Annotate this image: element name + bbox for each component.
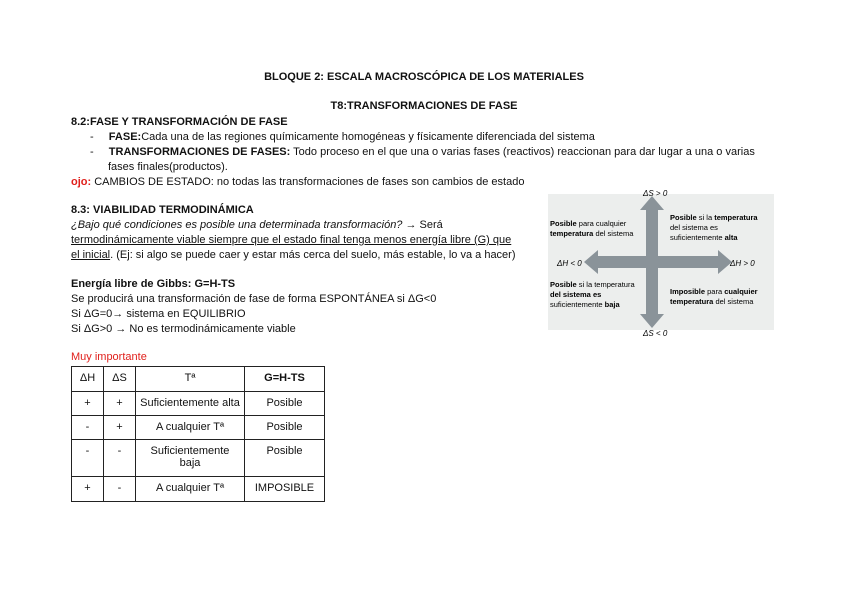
- quadrant-bottom-left-line1: Posible si la temperatura: [550, 280, 635, 289]
- table-cell: Posible: [245, 416, 325, 440]
- transformaciones-term: TRANSFORMACIONES DE FASES:: [108, 146, 291, 158]
- bullet: -: [90, 146, 94, 158]
- fase-term: FASE:: [108, 131, 142, 143]
- axis-label-right: ΔH > 0: [730, 259, 755, 268]
- table-cell: [136, 440, 245, 477]
- block-title: BLOQUE 2: ESCALA MACROSCÓPICA DE LOS MATERIALES: [264, 71, 584, 83]
- axis-label-top: ΔS > 0: [643, 189, 668, 198]
- table-header-row: [72, 367, 325, 392]
- quadrant-top-right-line3: suficientemente alta: [670, 233, 738, 242]
- ojo-label: ojo:: [71, 176, 92, 188]
- fase-item: [90, 131, 595, 143]
- gibbs-line: Si ΔG=0→ sistema en EQUILIBRIO: [71, 308, 246, 320]
- section-83-heading: 8.3: VIABILIDAD TERMODINÁMICA: [71, 204, 254, 216]
- quadrant-bottom-right-line1: Imposible para cualquier: [670, 287, 758, 296]
- table-header-cell: G=H-TS: [245, 367, 325, 392]
- gibbs-quadrant-diagram: [540, 186, 780, 338]
- fase-definition: Cada una de las regiones químicamente homogéneas y físicamente diferenciada del sistema: [141, 131, 595, 143]
- ojo-note: [71, 176, 524, 188]
- table-cell: +: [72, 392, 104, 416]
- table-header-cell: ΔH: [72, 367, 104, 392]
- quadrant-bottom-left-line2: del sistema es: [550, 290, 602, 299]
- quadrant-bottom-left-line3: suficientemente baja: [550, 300, 620, 309]
- table-cell: A cualquier Tª: [136, 477, 245, 502]
- table-cell: +: [104, 392, 136, 416]
- table-cell: -: [104, 477, 136, 502]
- quadrant-top-right-line1: Posible si la temperatura: [670, 213, 758, 222]
- quadrant-top-left-line2: temperatura del sistema: [550, 229, 634, 238]
- bullet: -: [90, 131, 94, 143]
- table-cell: IMPOSIBLE: [245, 477, 325, 502]
- table-cell: Suficientemente alta: [136, 392, 245, 416]
- section-82-heading: 8.2:FASE Y TRANSFORMACIÓN DE FASE: [71, 116, 288, 128]
- ojo-text: CAMBIOS DE ESTADO: no todas las transformaciones de fases son cambios de estado: [91, 176, 525, 188]
- table-row: [72, 416, 325, 440]
- quadrant-top-left-line1: Posible para cualquier: [550, 219, 627, 228]
- axis-label-bottom: ΔS < 0: [643, 329, 668, 338]
- viability-question: ¿Bajo qué condiciones es posible una determinada transformación?: [71, 219, 403, 231]
- table-row: [72, 440, 325, 477]
- gibbs-heading: Energía libre de Gibbs: G=H-TS: [71, 278, 236, 290]
- viability-answer-start: → Será: [402, 219, 443, 231]
- gibbs-line: Si ΔG>0 → No es termodinámicamente viable: [71, 323, 296, 335]
- viability-line-2: termodinámicamente viable siempre que el estado final tenga menos energía libre (G) que: [71, 234, 512, 246]
- gibbs-table: [71, 366, 325, 502]
- transformaciones-item: [90, 146, 755, 158]
- table-cell: Posible: [245, 392, 325, 416]
- table-cell: -: [72, 416, 104, 440]
- viability-underlined: el inicial: [71, 249, 111, 261]
- quadrant-top-right-line2: del sistema es: [670, 223, 718, 232]
- axis-label-left: ΔH < 0: [557, 259, 582, 268]
- viability-line-3: [71, 249, 516, 261]
- cell-line: Suficientemente: [150, 445, 230, 457]
- table-cell: +: [72, 477, 104, 502]
- transformaciones-definition: Todo proceso en el que una o varias fases (reactivos) reaccionan para dar lugar a una o varias: [290, 146, 755, 158]
- table-header-cell: Tª: [136, 367, 245, 392]
- cell-line: baja: [179, 457, 201, 469]
- table-cell: -: [104, 440, 136, 477]
- table-cell: Posible: [245, 440, 325, 477]
- topic-title: T8:TRANSFORMACIONES DE FASE: [330, 100, 518, 112]
- important-label: Muy importante: [71, 351, 147, 363]
- gibbs-line: Se producirá una transformación de fase de forma ESPONTÁNEA si ΔG<0: [71, 293, 437, 305]
- table-row: [72, 392, 325, 416]
- viability-line-1: [71, 219, 443, 231]
- quadrant-bottom-right-line2: temperatura del sistema: [670, 297, 754, 306]
- viability-example: . (Ej: si algo se puede caer y estar más cerca del suelo, más estable, lo va a hacer): [110, 249, 516, 261]
- table-cell: A cualquier Tª: [136, 416, 245, 440]
- table-row: [72, 477, 325, 502]
- table-cell: +: [104, 416, 136, 440]
- table-header-cell: ΔS: [104, 367, 136, 392]
- transformaciones-definition-cont: fases finales(productos).: [108, 161, 228, 173]
- table-cell: -: [72, 440, 104, 477]
